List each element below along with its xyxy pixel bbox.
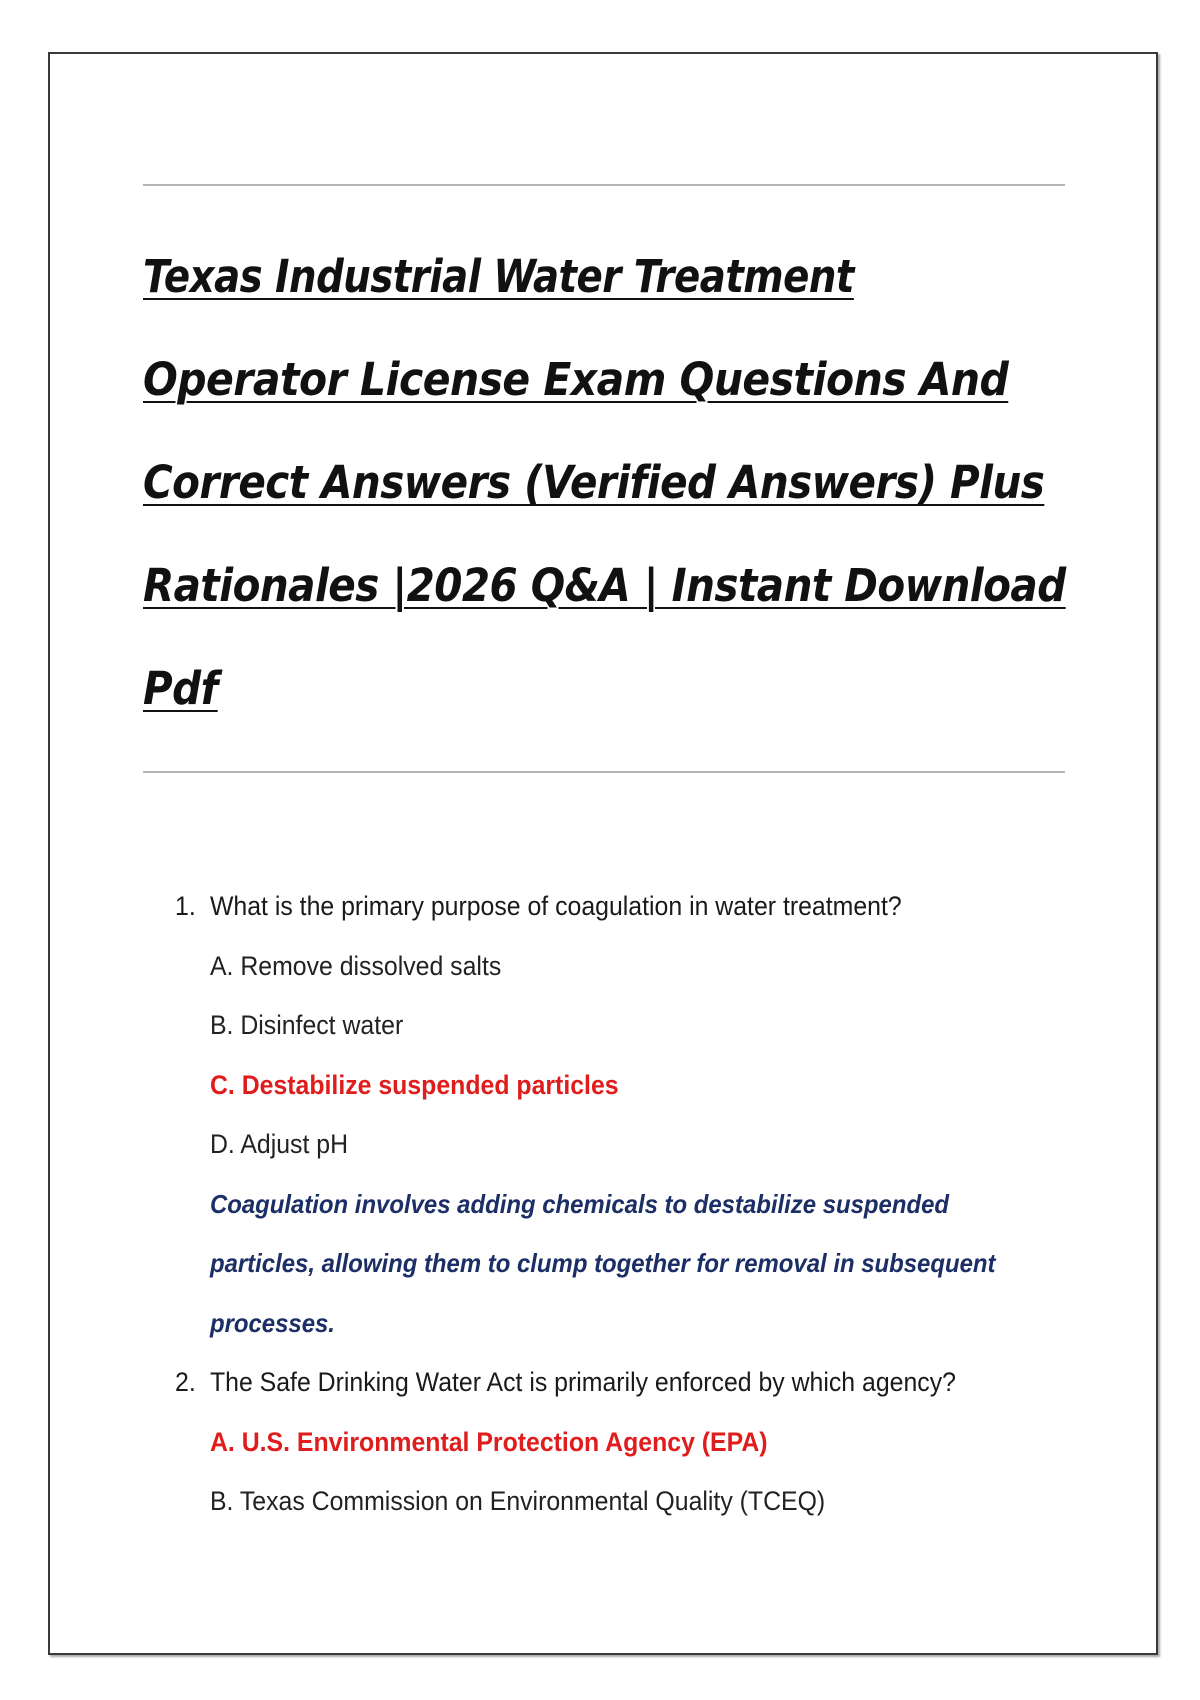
- title-line: Rationales |2026 Q&A | Instant Download: [143, 559, 1066, 612]
- option-a: A. Remove dissolved salts: [209, 950, 502, 981]
- option-b: B. Disinfect water: [209, 1010, 404, 1040]
- option-d: D. Adjust pH: [209, 1129, 349, 1159]
- correct-option-c: C. Destabilize suspended particles: [209, 1069, 619, 1100]
- question-number: 2.: [175, 1367, 196, 1397]
- correct-option-a: A. U.S. Environmental Protection Agency (EPA): [209, 1426, 768, 1457]
- title-line: Pdf: [143, 662, 218, 715]
- top-divider: [143, 184, 1065, 186]
- title-line: Correct Answers (Verified Answers) Plus: [143, 456, 1045, 509]
- question-number: 1.: [175, 891, 196, 921]
- rationale-line: Coagulation involves adding chemicals to destabilize suspended: [209, 1188, 949, 1219]
- option-b: B. Texas Commission on Environmental Quality (TCEQ): [209, 1486, 826, 1516]
- bottom-divider: [143, 771, 1065, 773]
- rationale-line: particles, allowing them to clump together for removal in subsequent: [209, 1248, 996, 1278]
- question-text: The Safe Drinking Water Act is primarily enforced by which agency?: [209, 1367, 956, 1397]
- rationale-line: processes.: [209, 1307, 335, 1338]
- question-text: What is the primary purpose of coagulation in water treatment?: [209, 891, 902, 921]
- question-1: [175, 877, 1003, 937]
- question-2: [175, 1353, 1003, 1413]
- title-line: Texas Industrial Water Treatment: [143, 250, 854, 303]
- document-title: [143, 225, 1073, 740]
- title-line: Operator License Exam Questions And: [143, 353, 1009, 406]
- question-list: [175, 877, 1075, 1532]
